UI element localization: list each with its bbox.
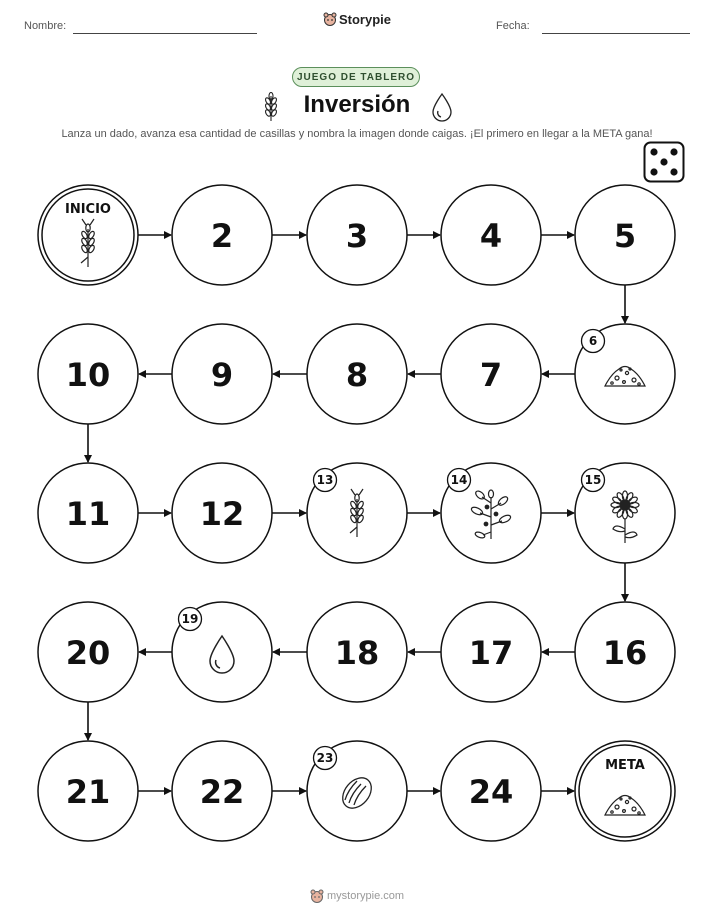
square-number: 3 [345,217,369,255]
game-type-badge: JUEGO DE TABLERO [292,67,420,87]
board-square-5 [575,185,675,285]
square-number: 14 [450,473,468,487]
footer-url: mystorypie.com [327,889,405,902]
square-number: 19 [181,612,199,626]
square-number: 20 [65,634,111,672]
square-number: 2 [210,217,234,255]
footer [0,889,714,903]
square-number: 16 [602,634,648,672]
square-number: 17 [468,634,514,672]
square-number: 15 [584,473,602,487]
square-number: 7 [479,356,503,394]
date-label: Fecha: [496,20,530,32]
square-circle [575,741,675,841]
start-label: INICIO [65,202,111,217]
board-square-1 [38,185,138,285]
square-number: 12 [199,495,245,533]
board-square-16 [575,602,675,702]
board-square-19 [172,602,272,702]
square-number: 9 [210,356,234,394]
square-number: 23 [316,751,334,765]
board-square-4 [441,185,541,285]
goal-label: META [605,758,645,773]
board-square-24 [441,741,541,841]
square-number: 11 [65,495,111,533]
board-square-12 [172,463,272,563]
board-square-23 [307,741,407,841]
board-square-11 [38,463,138,563]
square-number: 4 [479,217,503,255]
board-square-20 [38,602,138,702]
board-square-2 [172,185,272,285]
board-square-15 [575,463,675,563]
square-number: 5 [613,217,637,255]
square-number: 6 [588,334,598,348]
square-number: 18 [334,634,380,672]
board-square-21 [38,741,138,841]
board-square-17 [441,602,541,702]
board-square-7 [441,324,541,424]
square-number: 24 [468,773,514,811]
board-square-13 [307,463,407,563]
storypie-mascot-icon [310,889,324,903]
board-square-6 [575,324,675,424]
instructions: Lanza un dado, avanza esa cantidad de casillas y nombra la imagen donde caigas. ¡El primero en llegar a la META gana! [61,128,653,140]
board-square-9 [172,324,272,424]
board-square-3 [307,185,407,285]
board-square-8 [307,324,407,424]
board-square-10 [38,324,138,424]
square-number: 13 [316,473,334,487]
square-number: 8 [345,356,369,394]
square-number: 10 [65,356,111,394]
board-square-18 [307,602,407,702]
square-number: 22 [199,773,245,811]
brand-name: Storypie [338,12,391,27]
board-square-14 [441,463,541,563]
board-square-25 [575,741,675,841]
square-number: 21 [65,773,111,811]
board-square-22 [172,741,272,841]
page-title: Inversión [303,91,411,118]
name-label: Nombre: [24,20,67,32]
